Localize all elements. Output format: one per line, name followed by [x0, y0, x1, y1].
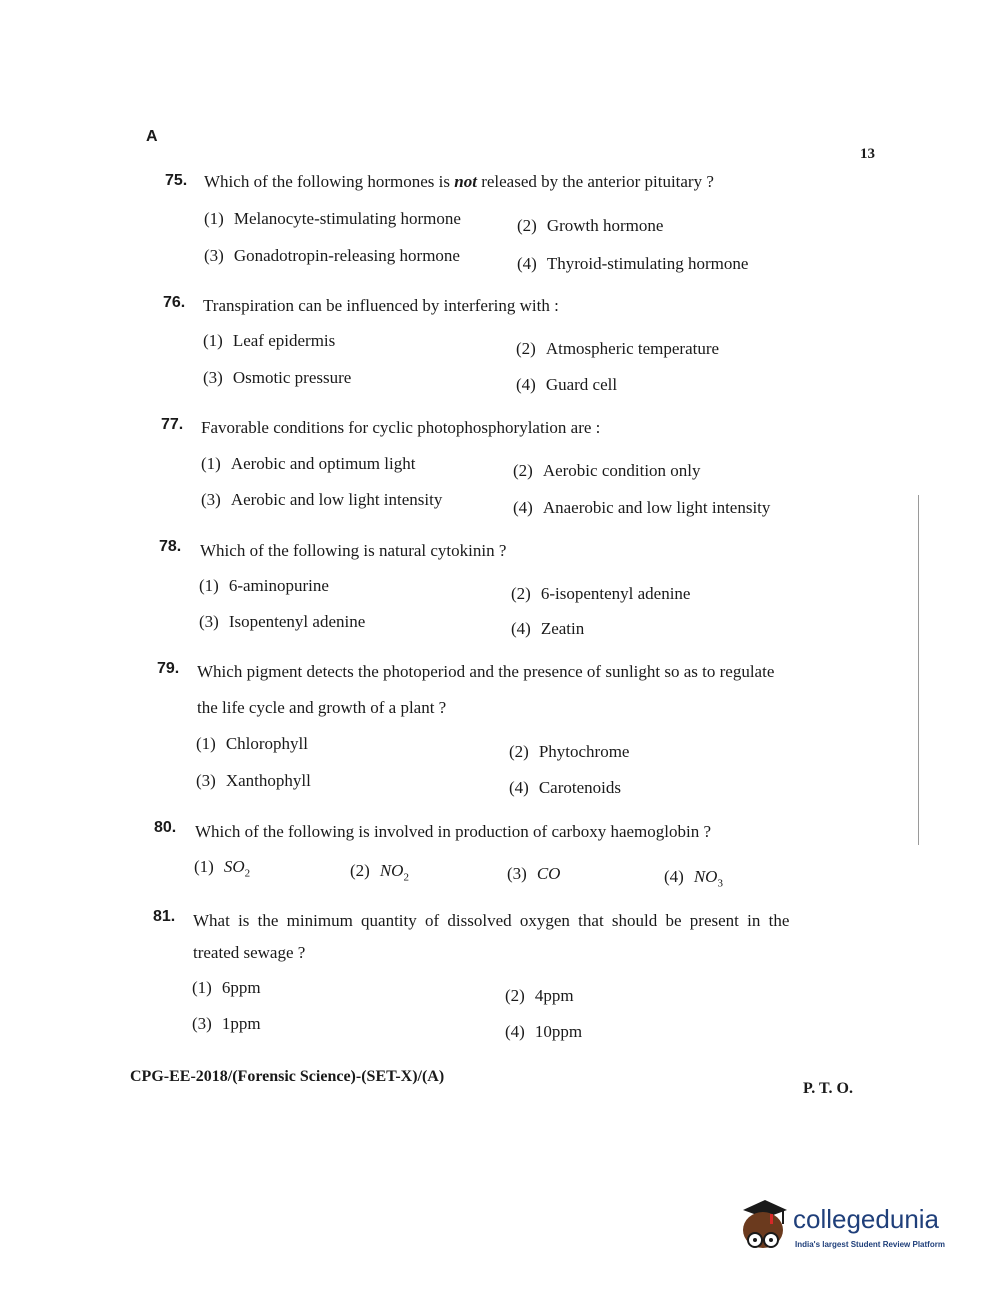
option-3: (3) Isopentenyl adenine — [199, 612, 366, 631]
question-text-line1: What is the minimum quantity of dissolved oxygen that should be present in the — [193, 911, 790, 930]
question-text: Favorable conditions for cyclic photophosphorylation are : — [201, 418, 601, 437]
option-3: (3) Aerobic and low light intensity — [201, 490, 443, 509]
footer-pto: P. T. O. — [803, 1080, 853, 1097]
margin-line — [918, 495, 919, 845]
option-4: (4) Carotenoids — [509, 778, 621, 797]
option-2: (2) $NO_2$ — [350, 861, 409, 884]
option-2: (2) 4ppm — [505, 986, 574, 1005]
option-2: (2) Phytochrome — [509, 742, 630, 761]
question-number: 78. — [159, 538, 182, 555]
option-3: (3) 1ppm — [192, 1014, 261, 1033]
option-1: (1) Leaf epidermis — [203, 331, 336, 350]
option-2: (2) 6-isopentenyl adenine — [511, 584, 691, 603]
option-4: (4) Guard cell — [516, 375, 618, 394]
emphasis-not: not — [454, 172, 477, 191]
question-number: 77. — [161, 416, 184, 433]
question-number: 81. — [153, 908, 176, 925]
option-2: (2) Atmospheric temperature — [516, 339, 720, 358]
collegedunia-logo — [735, 1196, 965, 1256]
option-3: (3) Xanthophyll — [196, 771, 311, 790]
option-4: (4) $NO_3$ — [664, 867, 723, 890]
option-1: (1) Chlorophyll — [196, 734, 308, 753]
question-number: 80. — [154, 819, 177, 836]
question-text: Which of the following is natural cytokinin ? — [200, 541, 507, 560]
page-number: 13 — [860, 146, 875, 162]
logo-name: collegedunia — [793, 1204, 940, 1234]
question-text: Transpiration can be influenced by interfering with : — [203, 296, 559, 315]
option-1: (1) $SO_2$ — [194, 857, 251, 880]
option-4: (4) 10ppm — [505, 1022, 583, 1041]
option-2: (2) Aerobic condition only — [513, 461, 701, 480]
option-1: (1) 6-aminopurine — [199, 576, 329, 595]
option-4: (4) Thyroid-stimulating hormone — [517, 254, 749, 273]
mascot-icon — [735, 1196, 791, 1254]
option-1: (1) 6ppm — [192, 978, 261, 997]
page-letter: A — [146, 128, 158, 145]
option-2: (2) Growth hormone — [517, 216, 664, 235]
question-text-line2: treated sewage ? — [193, 943, 306, 962]
question-number: 75. — [165, 172, 188, 189]
question-text: Which of the following is involved in production of carboxy haemoglobin ? — [195, 822, 712, 841]
logo-tagline: India's largest Student Review Platform — [795, 1240, 945, 1249]
question-number: 79. — [157, 660, 180, 677]
option-1: (1) Aerobic and optimum light — [201, 454, 416, 473]
question-text-line1: Which pigment detects the photoperiod and the presence of sunlight so as to regulate — [197, 662, 775, 681]
question-text-line2: the life cycle and growth of a plant ? — [197, 698, 447, 717]
option-3: (3) Gonadotropin-releasing hormone — [204, 246, 460, 265]
option-4: (4) Anaerobic and low light intensity — [513, 498, 771, 517]
option-4: (4) Zeatin — [511, 619, 585, 638]
option-3: (3) Osmotic pressure — [203, 368, 352, 387]
footer-code: CPG-EE-2018/(Forensic Science)-(SET-X)/(A) — [130, 1068, 445, 1085]
question-text: Which of the following hormones is not released by the anterior pituitary ? — [204, 172, 714, 191]
question-number: 76. — [163, 294, 186, 311]
option-1: (1) Melanocyte-stimulating hormone — [204, 209, 461, 228]
option-3: (3) CO — [507, 864, 561, 883]
